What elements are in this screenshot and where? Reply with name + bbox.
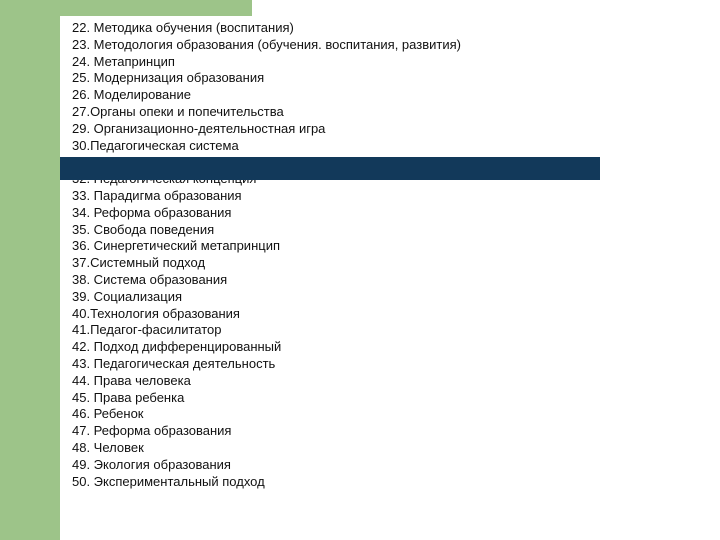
list-item: 29. Организационно-деятельностная игра bbox=[72, 120, 326, 136]
list-item: 27.Органы опеки и попечительства bbox=[72, 103, 284, 119]
list-item: 37.Системный подход bbox=[72, 255, 206, 271]
list-item: 41.Педагог-фасилитатор bbox=[72, 322, 222, 338]
list-item: 44. Права человека bbox=[72, 372, 191, 388]
list-item: 45. Права ребенка bbox=[72, 389, 185, 405]
list-item: 22. Методика обучения (воспитания) bbox=[72, 20, 294, 35]
list-item: 36. Синергетический метапринцип bbox=[72, 238, 280, 254]
green-side-bar bbox=[0, 0, 60, 540]
list-item: 33. Парадигма образования bbox=[72, 187, 242, 203]
list-item: 50. Экспериментальный подход bbox=[72, 473, 265, 489]
list-item: 40.Технология образования bbox=[72, 305, 240, 321]
list-item: 49. Экология образования bbox=[72, 456, 231, 472]
list-item: 46. Ребенок bbox=[72, 406, 144, 422]
list-item: 23. Методология образования (обучения. воспитания, развития) bbox=[72, 36, 461, 52]
term-list bbox=[72, 20, 461, 490]
overlay-band bbox=[60, 157, 600, 180]
list-item: 24. Метапринцип bbox=[72, 53, 175, 69]
list-item: 43. Педагогическая деятельность bbox=[72, 355, 276, 371]
list-item: 39. Социализация bbox=[72, 288, 183, 304]
list-item: 25. Модернизация образования bbox=[72, 70, 265, 86]
list-item: 26. Моделирование bbox=[72, 87, 191, 103]
list-item: 38. Система образования bbox=[72, 271, 228, 287]
list-item: 47. Реформа образования bbox=[72, 423, 232, 439]
list-item: 30.Педагогическая система bbox=[72, 137, 239, 153]
list-item: 35. Свобода поведения bbox=[72, 221, 215, 237]
list-item: 34. Реформа образования bbox=[72, 204, 232, 220]
list-item: 42. Подход дифференцированный bbox=[72, 339, 282, 355]
list-item: 48. Человек bbox=[72, 439, 144, 455]
